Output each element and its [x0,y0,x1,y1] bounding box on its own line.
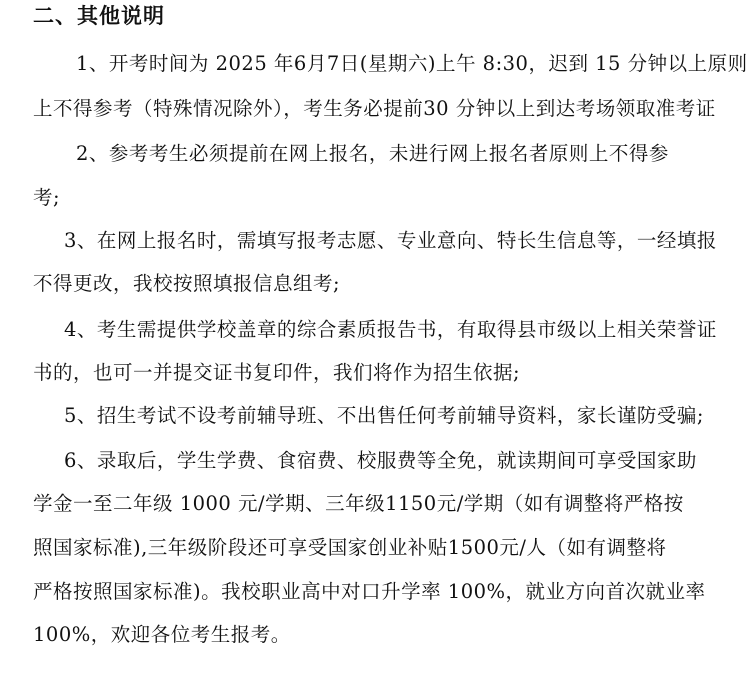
item-3-line-2: 不得更改，我校按照填报信息组考; [33,272,341,295]
item-4-line-2: 书的，也可一并提交证书复印件，我们将作为招生依据; [33,361,521,384]
item-6-line-4: 严格按照国家标准)。我校职业高中对口升学率 100%，就业方向首次就业率 [33,580,706,603]
item-6-line-5: 100%，欢迎各位考生报考。 [33,623,291,646]
item-3-line-1: 3、在网上报名时，需填写报考志愿、专业意向、特长生信息等，一经填报 [64,229,717,252]
item-6-line-1: 6、录取后，学生学费、食宿费、校服费等全免，就读期间可享受国家助 [64,449,697,472]
item-6-line-3: 照国家标准),三年级阶段还可享受国家创业补贴1500元/人（如有调整将 [33,536,667,559]
item-5-line-1: 5、招生考试不设考前辅导班、不出售任何考前辅导资料，家长谨防受骗; [64,404,704,427]
item-1-line-1: 1、开考时间为 2025 年6月7日(星期六)上午 8:30，迟到 15 分钟以上原则 [76,52,748,75]
item-2-line-2: 考; [33,186,61,209]
section-heading: 二、其他说明 [33,4,165,28]
item-1-line-2: 上不得参考（特殊情况除外），考生务必提前30 分钟以上到达考场领取准考证 [33,97,716,120]
item-6-line-2: 学金一至二年级 1000 元/学期、三年级1150元/学期（如有调整将严格按 [33,492,684,515]
item-2-line-1: 2、参考考生必须提前在网上报名，未进行网上报名者原则上不得参 [76,142,669,165]
item-4-line-1: 4、考生需提供学校盖章的综合素质报告书，有取得县市级以上相关荣誉证 [64,318,717,341]
